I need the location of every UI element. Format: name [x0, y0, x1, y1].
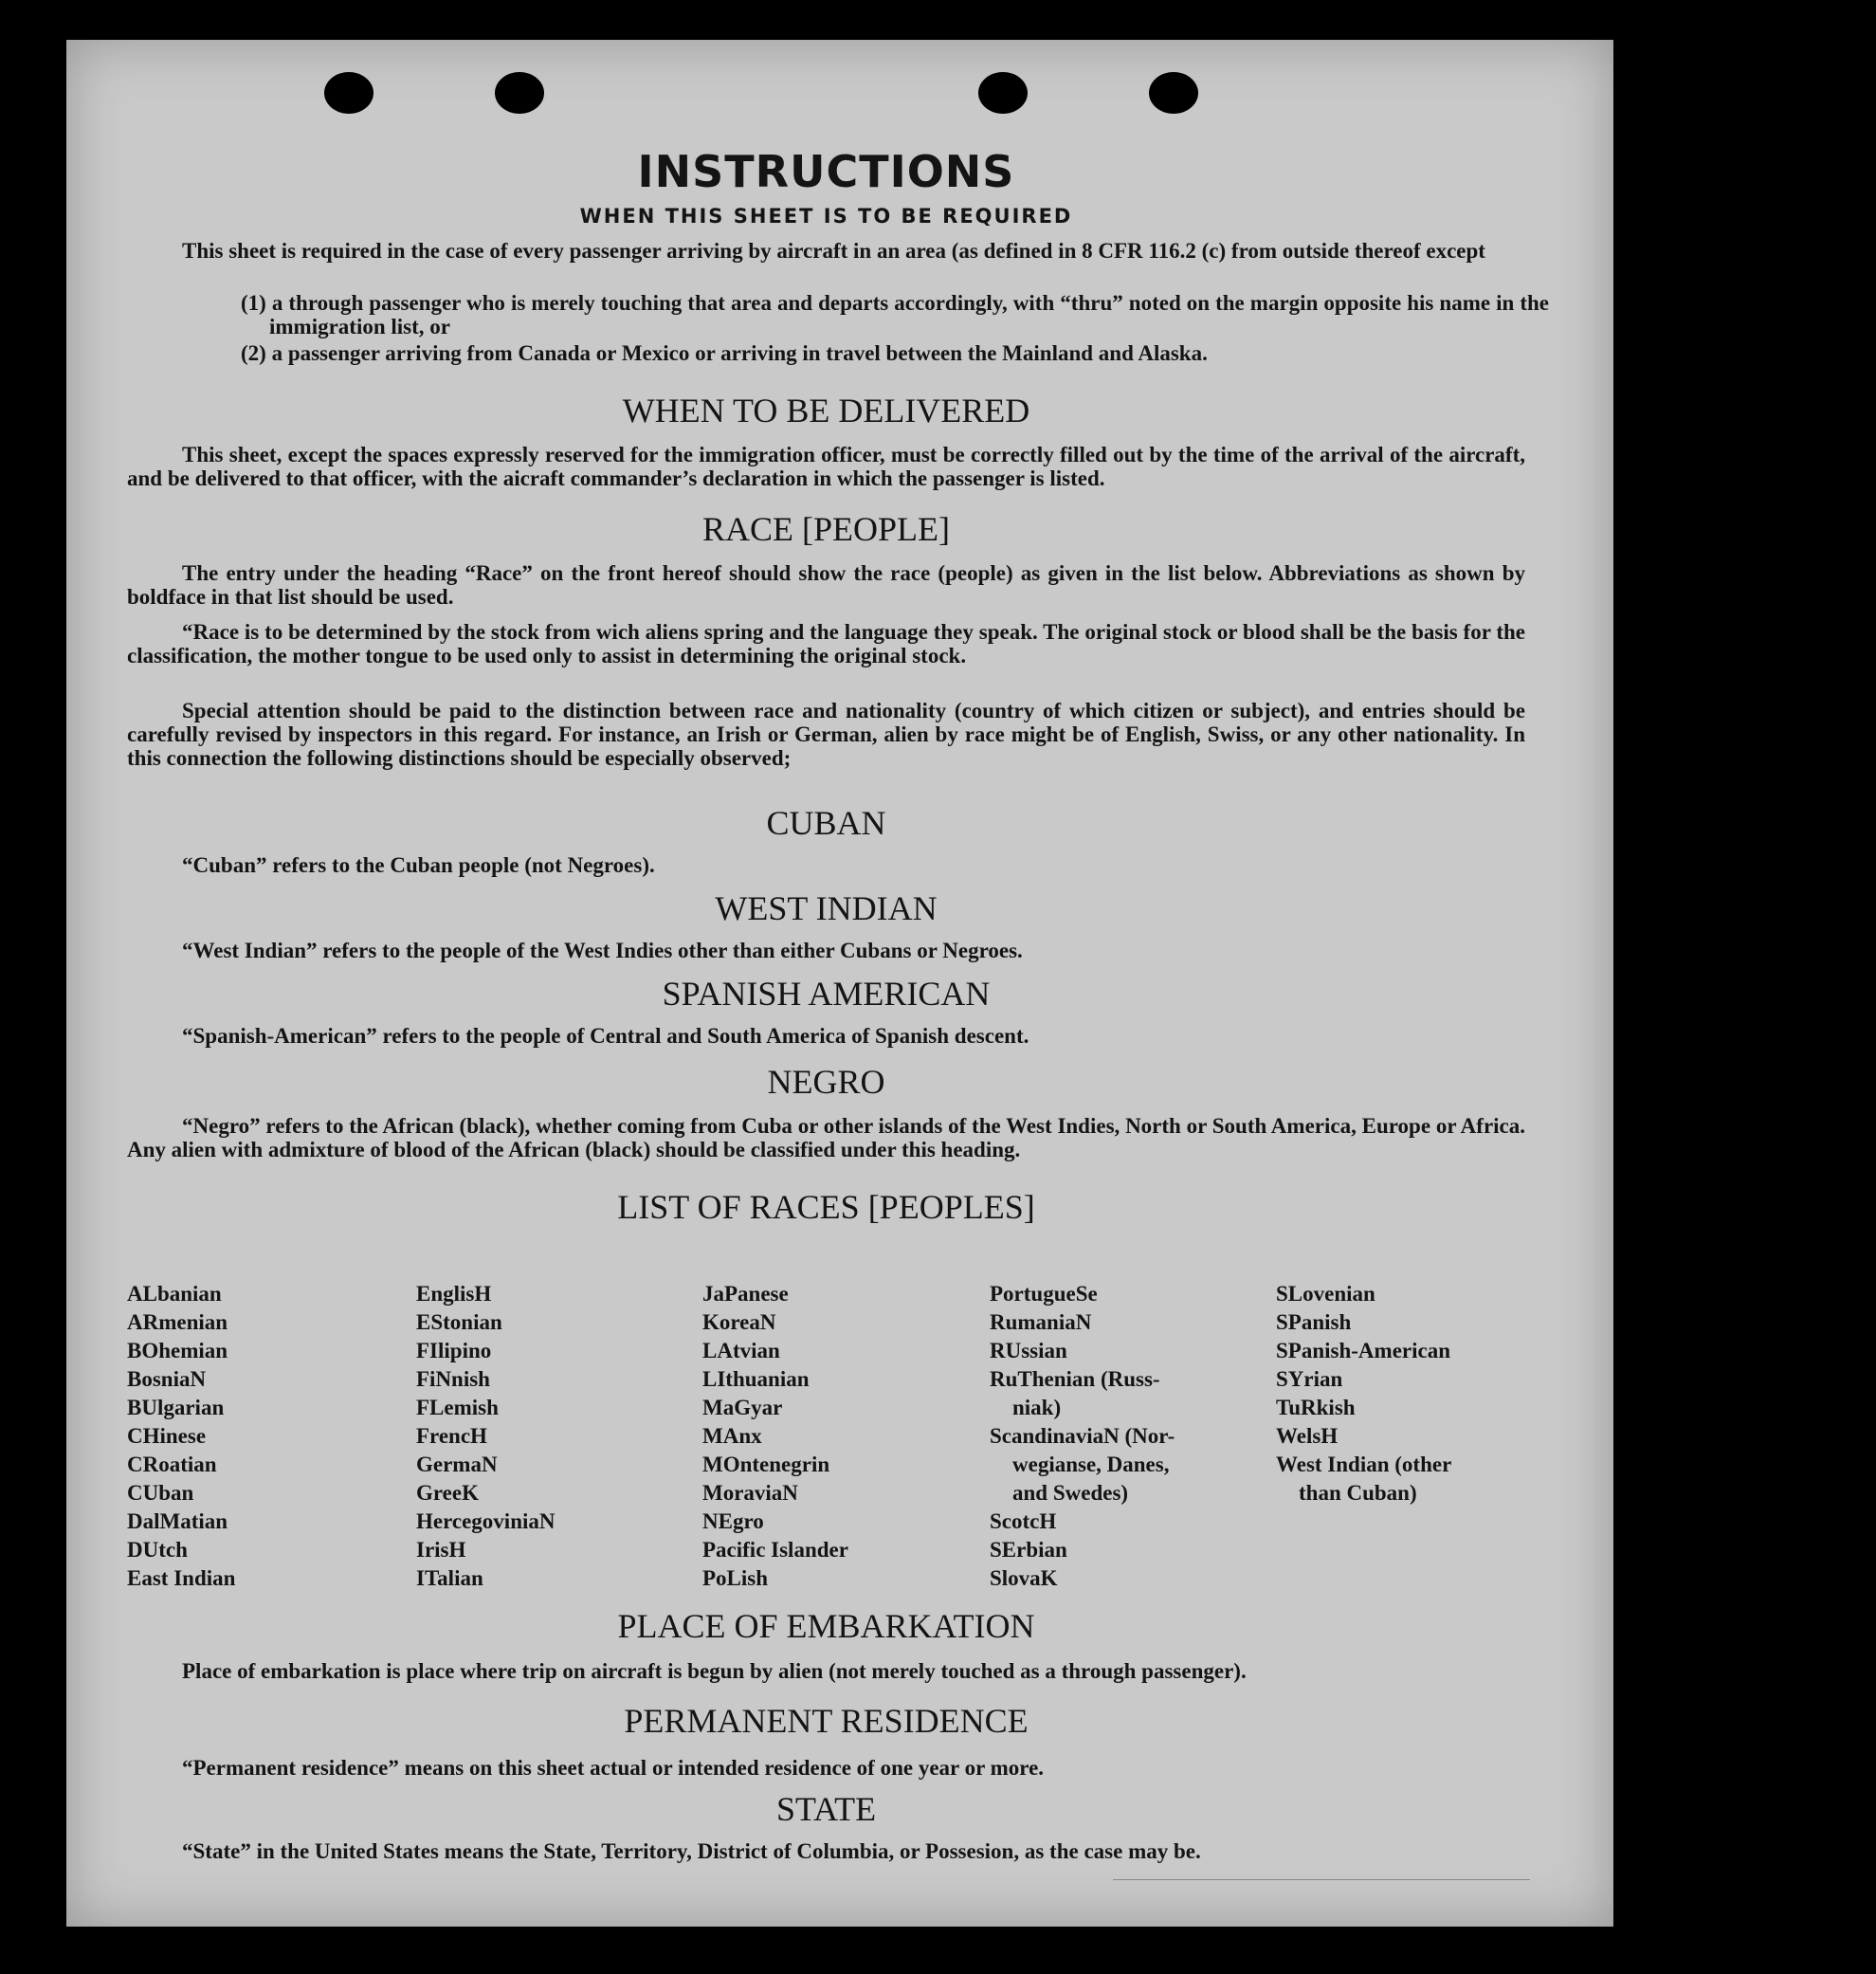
punch-hole — [1149, 72, 1198, 114]
race-entry: ARmenian — [127, 1310, 228, 1334]
section-text-residence: “Permanent residence” means on this sheet actual or intended residence of one year or more. — [182, 1756, 1045, 1780]
race-entry: BosniaN — [127, 1367, 207, 1391]
exception-item-2: (2) a passenger arriving from Canada or Mexico or arriving in travel between the Mainland and Alaska. — [241, 341, 1208, 365]
section-text-race-1: The entry under the heading “Race” on the front hereof should show the race (people) as given in the list below. Abbreviations as shown by boldface in that list should be used. — [127, 561, 1525, 609]
section-heading-negro: NEGRO — [767, 1063, 885, 1101]
race-entry: CRoatian — [127, 1453, 217, 1476]
race-entry: DUtch — [127, 1538, 188, 1562]
race-entry: EnglisH — [416, 1282, 492, 1306]
section-text-delivered: This sheet, except the spaces expressly reserved for the immigration officer, must be correctly filled out by the time of the arrival of the aircraft, and be delivered to that officer, with the aicraft commander’s declaration in which the passenger is listed. — [127, 443, 1525, 490]
race-entry: PoLish — [702, 1566, 769, 1590]
section-text-west-indian: “West Indian” refers to the people of the West Indies other than either Cubans or Negroes. — [182, 939, 1023, 962]
race-entry: MaGyar — [702, 1396, 783, 1419]
race-entry: West Indian (other — [1276, 1453, 1452, 1476]
race-column-3 — [702, 1280, 848, 1593]
section-heading-list-of-races: LIST OF RACES [PEOPLES] — [617, 1188, 1035, 1226]
section-heading-delivered: WHEN TO BE DELIVERED — [622, 392, 1030, 430]
race-entry: LAtvian — [702, 1339, 780, 1362]
section-text-race-3: Special attention should be paid to the distinction between race and nationality (country of which citizen or subject), and entries should be carefully revised by inspectors in this regard. For instance, an Irish or German, alien by race might be of English, Swiss, or any other nationality. In this connection the following distinctions should be especially observed; — [127, 699, 1525, 770]
race-entry: RUssian — [990, 1339, 1067, 1362]
punch-hole — [978, 72, 1028, 114]
race-entry: CHinese — [127, 1424, 207, 1448]
section-heading-spanish-american: SPANISH AMERICAN — [662, 975, 991, 1013]
section-text-spanish-american: “Spanish-American” refers to the people of Central and South America of Spanish descent. — [182, 1024, 1029, 1048]
section-heading-embarkation: PLACE OF EMBARKATION — [617, 1607, 1035, 1645]
section-heading-residence: PERMANENT RESIDENCE — [624, 1702, 1029, 1740]
race-entry: MAnx — [702, 1424, 762, 1448]
race-entry: ITalian — [416, 1566, 483, 1590]
race-entry: PortugueSe — [990, 1282, 1098, 1306]
page-subtitle: WHEN THIS SHEET IS TO BE REQUIRED — [579, 205, 1073, 228]
required-intro: This sheet is required in the case of every passenger arriving by aircraft in an area (as defined in 8 CFR 116.2 (c) from outside thereof except — [182, 239, 1485, 263]
document-page — [66, 40, 1613, 1927]
bleed-through-rule — [1113, 1879, 1530, 1880]
race-entry: FiNnish — [416, 1367, 490, 1391]
race-entry: NEgro — [702, 1509, 764, 1533]
race-entry: GermaN — [416, 1453, 498, 1476]
section-text-race-2: “Race is to be determined by the stock from wich aliens spring and the language they speak. The original stock or blood shall be the basis for the classification, the mother tongue to be used only to assist in determining the original stock. — [127, 620, 1525, 667]
race-entry: FLemish — [416, 1396, 499, 1419]
race-entry: RumaniaN — [990, 1310, 1092, 1334]
race-entry: FIlipino — [416, 1339, 492, 1362]
race-column-1 — [127, 1280, 235, 1593]
race-entry: SYrian — [1276, 1367, 1343, 1391]
section-text-embarkation: Place of embarkation is place where trip on aircraft is begun by alien (not merely touched as a through passenger). — [182, 1659, 1247, 1683]
race-entry: SlovaK — [990, 1566, 1058, 1590]
race-entry-continued: wegianse, Danes, — [1012, 1453, 1170, 1476]
race-entry: ALbanian — [127, 1282, 222, 1306]
race-entry: SPanish-American — [1276, 1339, 1450, 1362]
race-entry: MoraviaN — [702, 1481, 798, 1505]
race-entry: East Indian — [127, 1566, 236, 1590]
section-text-negro: “Negro” refers to the African (black), whether coming from Cuba or other islands of the West Indies, North or South America, Europe or Africa. Any alien with admixture of blood of the African (black) should be classified under this heading. — [127, 1114, 1525, 1161]
race-entry: SErbian — [990, 1538, 1067, 1562]
race-entry: WelsH — [1276, 1424, 1339, 1448]
race-entry: FrencH — [416, 1424, 487, 1448]
section-heading-race: RACE [PEOPLE] — [702, 510, 950, 548]
race-entry: SLovenian — [1276, 1282, 1375, 1306]
race-entry: DalMatian — [127, 1509, 228, 1533]
race-entry: BOhemian — [127, 1339, 228, 1362]
race-entry: KoreaN — [702, 1310, 776, 1334]
section-heading-cuban: CUBAN — [766, 804, 886, 842]
race-entry: EStonian — [416, 1310, 502, 1334]
race-entry: Pacific Islander — [702, 1538, 848, 1562]
race-list — [127, 1280, 1525, 1602]
page-title: INSTRUCTIONS — [637, 146, 1015, 197]
race-entry: ScotcH — [990, 1509, 1057, 1533]
race-entry-continued: niak) — [1012, 1396, 1062, 1419]
race-entry: GreeK — [416, 1481, 479, 1505]
section-text-cuban: “Cuban” refers to the Cuban people (not Negroes). — [182, 853, 655, 877]
race-entry: RuThenian (Russ- — [990, 1367, 1160, 1391]
punch-hole — [495, 72, 544, 114]
race-entry: IrisH — [416, 1538, 466, 1562]
race-column-2 — [416, 1280, 556, 1593]
race-column-4 — [990, 1280, 1175, 1593]
race-entry: JaPanese — [702, 1282, 789, 1306]
race-entry: CUban — [127, 1481, 194, 1505]
exception-item-1: (1) a through passenger who is merely touching that area and departs accordingly, with “thru” noted on the margin opposite his name in the immigration list, or — [241, 291, 1549, 338]
race-entry: ScandinaviaN (Nor- — [990, 1424, 1175, 1448]
section-heading-state: STATE — [775, 1790, 877, 1828]
race-entry: TuRkish — [1276, 1396, 1356, 1419]
race-entry-continued: and Swedes) — [1012, 1481, 1129, 1505]
race-entry: HercegoviniaN — [416, 1509, 556, 1533]
section-text-state: “State” in the United States means the State, Territory, District of Columbia, or Possesion, as the case may be. — [182, 1839, 1201, 1863]
race-entry-continued: than Cuban) — [1299, 1481, 1417, 1505]
race-column-5 — [1276, 1280, 1451, 1508]
race-entry: MOntenegrin — [702, 1453, 830, 1476]
race-entry: BUlgarian — [127, 1396, 225, 1419]
section-heading-west-indian: WEST INDIAN — [715, 889, 938, 927]
race-entry: LIthuanian — [702, 1367, 810, 1391]
race-entry: SPanish — [1276, 1310, 1352, 1334]
punch-hole — [324, 72, 373, 114]
